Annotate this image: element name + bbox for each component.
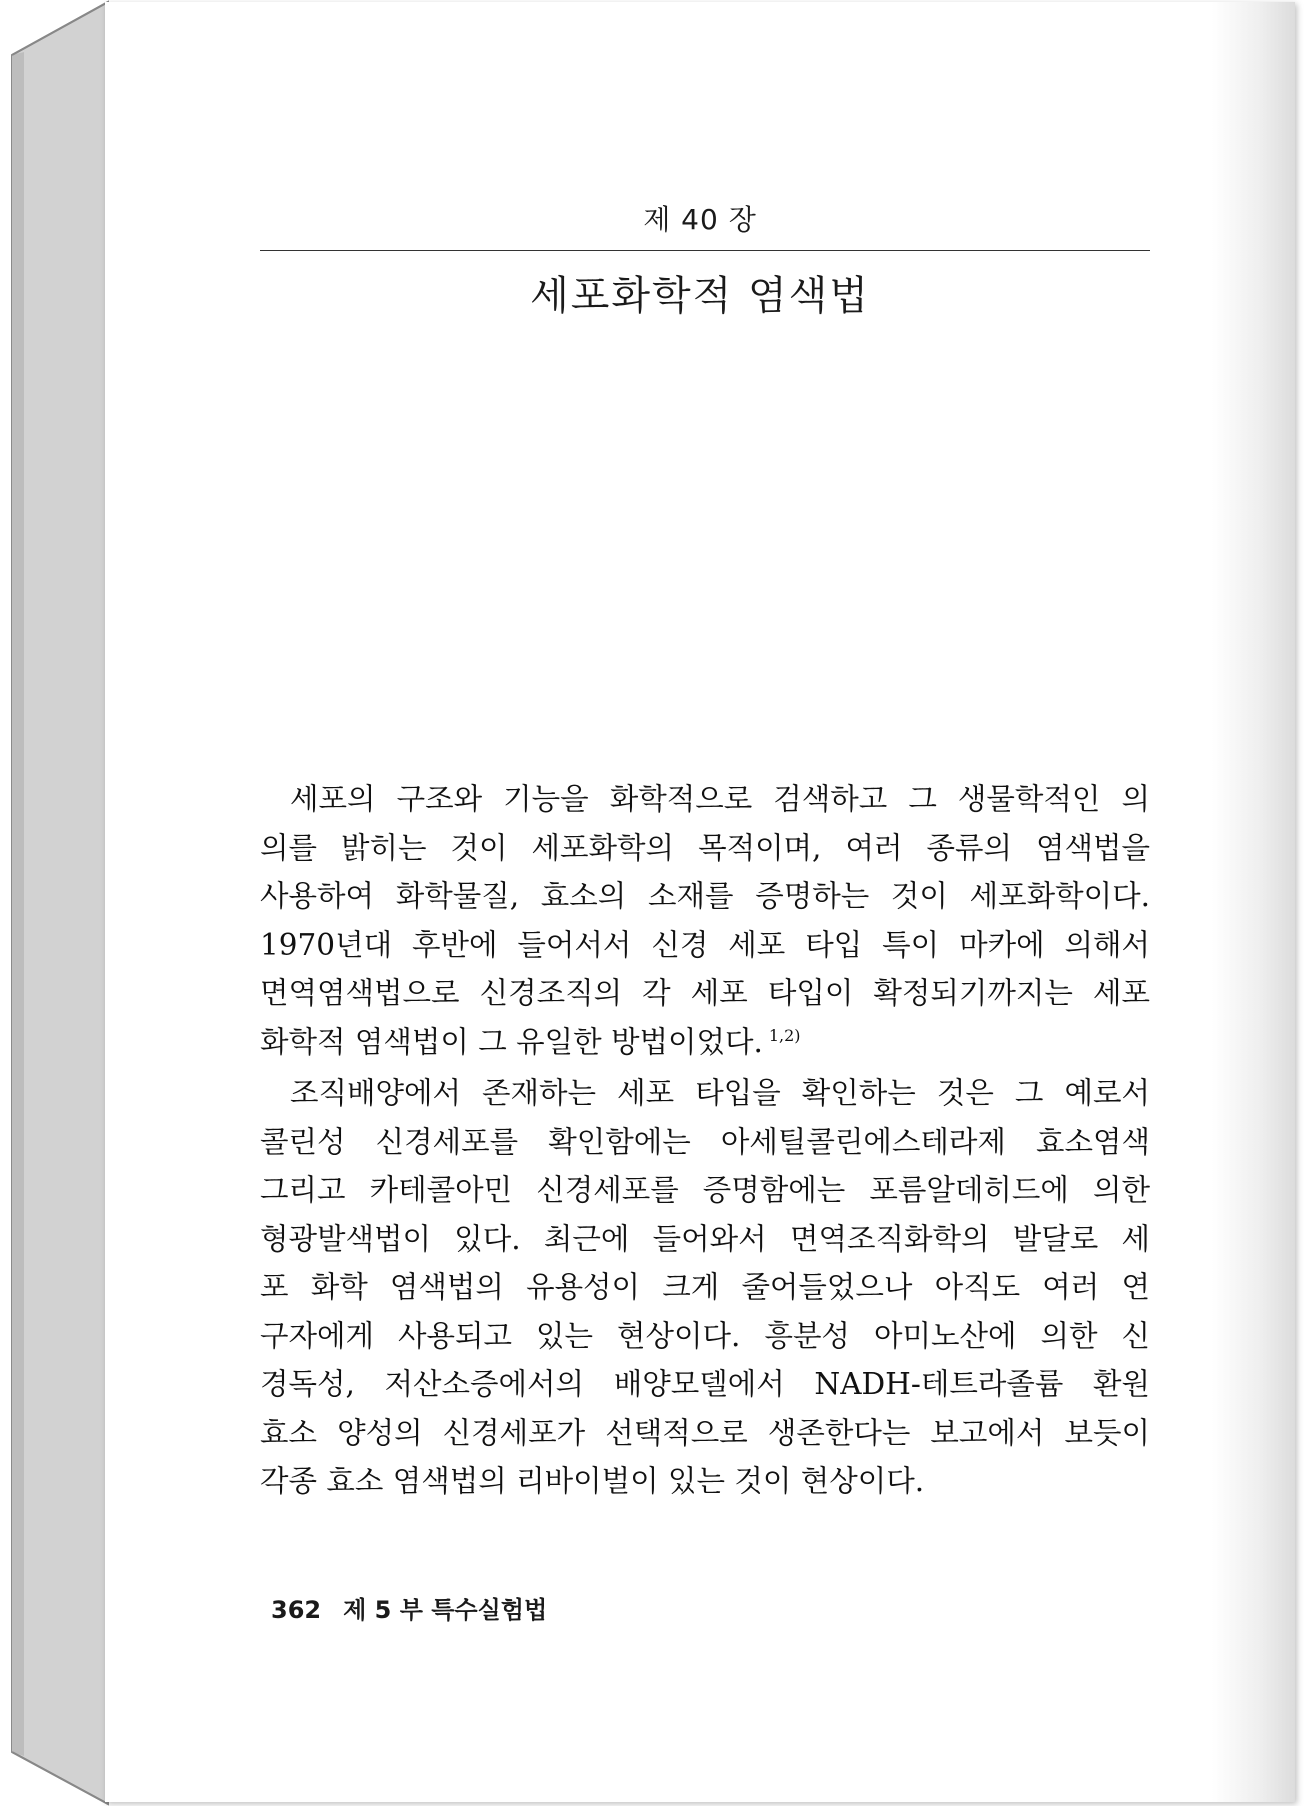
text-line: 효소 양성의 신경세포가 선택적으로 생존한다는 보고에서 보듯이 <box>260 1415 1150 1450</box>
book-spine <box>0 0 110 1806</box>
page-footer <box>271 1590 547 1625</box>
text-line <box>260 1018 1150 1067</box>
chapter-title: 세포화학적 염색법 <box>530 273 870 319</box>
text-line: 경독성, 저산소증에서의 배양모델에서 NADH-테트라졸륨 환원 <box>260 1367 1150 1401</box>
text-line: 세포의 구조와 기능을 화학적으로 검색하고 그 생물학적인 의 <box>290 782 1150 816</box>
text-line: 조직배양에서 존재하는 세포 타입을 확인하는 것은 그 예로서 <box>290 1076 1150 1110</box>
text-line: 포 화학 염색법의 유용성이 크게 줄어들었으나 아직도 여러 연 <box>260 1270 1150 1304</box>
chapter-number: 제 40 장 <box>643 203 757 236</box>
text-line: 1970년대 후반에 들어서서 신경 세포 타입 특이 마카에 의해서 <box>260 927 1150 962</box>
text-line: 각종 효소 염색법의 리바이벌이 있는 것이 현상이다. <box>260 1464 925 1498</box>
part-title: 제 5 부 특수실험법 <box>343 1596 548 1624</box>
chapter-divider <box>260 250 1150 251</box>
book-page <box>105 2 1295 1802</box>
text-line: 형광발색법이 있다. 최근에 들어와서 면역조직화학의 발달로 세 <box>260 1221 1150 1256</box>
text-line-content: 화학적 염색법이 그 유일한 방법이었다. <box>260 1024 763 1059</box>
text-line: 사용하여 화학물질, 효소의 소재를 증명하는 것이 세포화학이다. <box>260 879 1150 913</box>
text-line: 그리고 카테콜아민 신경세포를 증명함에는 포름알데히드에 의한 <box>260 1173 1150 1207</box>
text-line: 면역염색법으로 신경조직의 각 세포 타입이 확정되기까지는 세포 <box>260 976 1150 1010</box>
text-line: 구자에게 사용되고 있는 현상이다. 흥분성 아미노산에 의한 신 <box>260 1318 1150 1353</box>
reference-superscript: 1,2) <box>768 1025 801 1045</box>
page-number: 362 <box>271 1596 322 1624</box>
body-text <box>260 775 1150 1506</box>
text-line: 의를 밝히는 것이 세포화학의 목적이며, 여러 종류의 염색법을 <box>260 830 1150 865</box>
text-line: 콜린성 신경세포를 확인함에는 아세틸콜린에스테라제 효소염색 <box>260 1124 1150 1159</box>
